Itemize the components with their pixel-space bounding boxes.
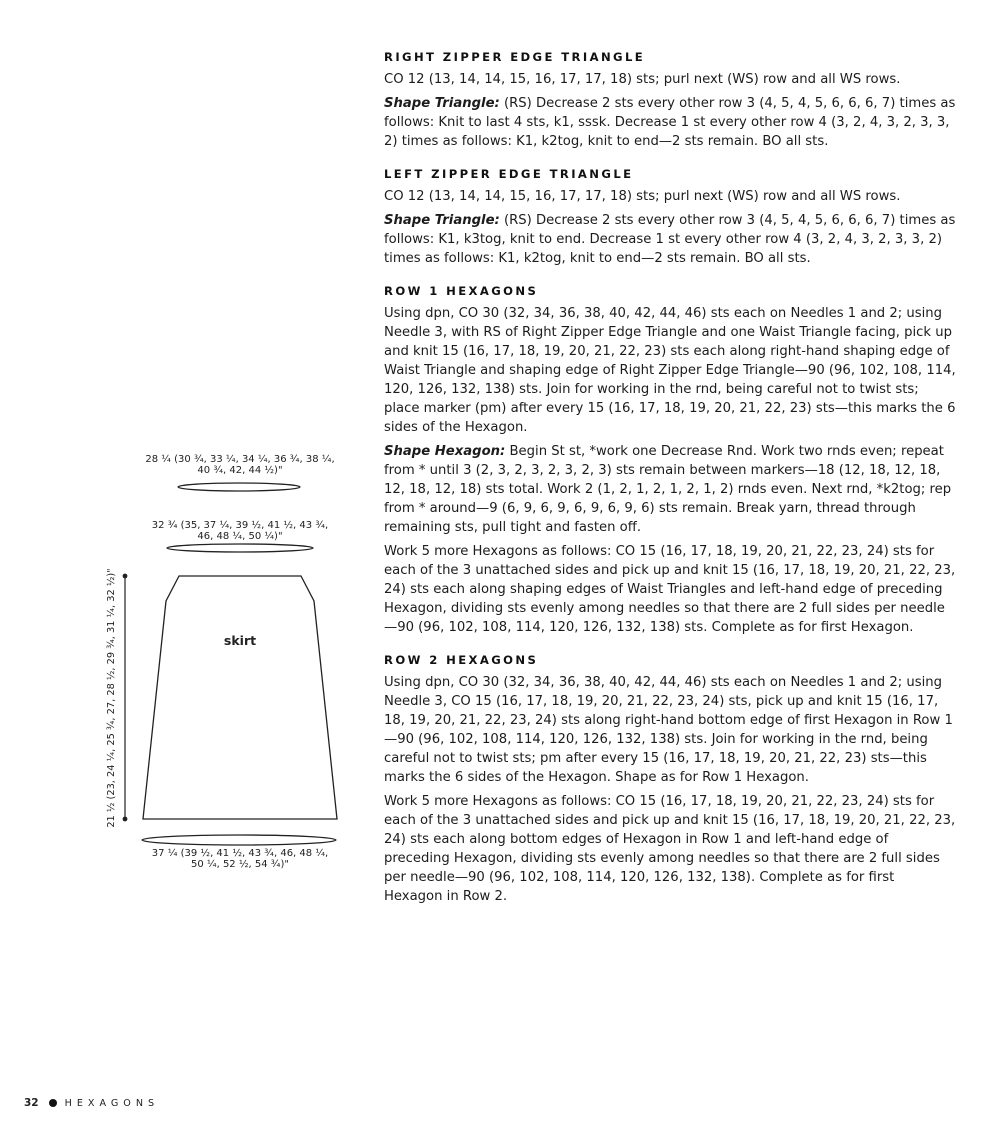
bottom-measurement-line: 50 ¼, 52 ½, 54 ¾)": [190, 859, 289, 870]
paragraph-text: Using dpn, CO 30 (32, 34, 36, 38, 40, 42, 44, 46) sts each on Needles 1 and 2; using Needle 3, CO 15 (16, 17, 18, 19, 20, 21, 22, 23, 24) sts, pick up and knit 15 (16, 17, 18, 19, 20, 21, 22, 23, 24) sts along right-hand bottom edge of first Hexagon in Row 1—90 (96, 102, 108, 114, 120, 126, 132, 138) sts. Join for working in the rnd, being careful not to twist sts; pm after every 15 (16, 17, 18, 19, 20, 21, 22, 23) sts—this marks the 6 sides of the Hexagon. Shape as for Row 1 Hexagon.: [384, 675, 953, 785]
skirt-outline: [143, 576, 337, 819]
page-number: 32: [24, 1097, 39, 1109]
hip-ellipse: [167, 544, 313, 552]
length-line-bottom-dot: [123, 817, 128, 822]
hem-ellipse: [142, 835, 336, 845]
bullet-dot-icon: [49, 1099, 57, 1107]
bottom-measurement-line: 37 ¼ (39 ½, 41 ½, 43 ¾, 46, 48 ¼,: [151, 848, 329, 859]
length-line-top-dot: [123, 574, 128, 579]
bottom-measurement: [120, 848, 360, 870]
middle-measurement-line: 32 ¾ (35, 37 ¼, 39 ½, 41 ½, 43 ¾,: [151, 520, 329, 531]
middle-measurement-line: 46, 48 ¼, 50 ¼)": [197, 531, 283, 542]
paragraph-text: Using dpn, CO 30 (32, 34, 36, 38, 40, 42, 44, 46) sts each on Needles 1 and 2; using Needle 3, with RS of Right Zipper Edge Triangle and one Waist Triangle facing, pick up and knit 15 (16, 17, 18, 19, 20, 21, 22, 23) sts each along right-hand shaping edge of Waist Triangle and shaping edge of Right Zipper Edge Triangle—90 (96, 102, 108, 114, 120, 126, 132, 138) sts. Join for working in the rnd, being careful not to twist sts; place marker (pm) after every 15 (16, 17, 18, 19, 20, 21, 22, 23) sts—this marks the 6 sides of the Hexagon.: [384, 306, 956, 435]
paragraph-lead: Shape Hexagon:: [384, 444, 506, 459]
paragraph-text: Begin St st, *work one Decrease Rnd. Work two rnds even; repeat from * until 3 (2, 3, 2, 3, 2, 3, 2, 3) sts remain between markers—18 (12, 18, 12, 18, 12, 18, 12, 18) sts total. Work 2 (1, 2, 1, 2, 1, 2, 1, 2) rnds even. Next rnd, *k2tog; rep from * around—9 (6, 9, 6, 9, 6, 9, 6, 9, 6) sts remain. Break yarn, thread through remaining sts, pull tight and fasten off.: [384, 444, 952, 535]
paragraph-lead: Shape Triangle:: [384, 96, 500, 111]
section-heading: LEFT ZIPPER EDGE TRIANGLE: [384, 167, 634, 181]
length-measurement: 21 ½ (23, 24 ¼, 25 ¾, 27, 28 ½, 29 ¾, 31 ¼, 32 ½)": [106, 568, 117, 828]
paragraph-text: CO 12 (13, 14, 14, 15, 16, 17, 17, 18) sts; purl next (WS) row and all WS rows.: [384, 189, 901, 204]
paragraph-lead: Shape Triangle:: [384, 213, 500, 228]
paragraph-text: Work 5 more Hexagons as follows: CO 15 (16, 17, 18, 19, 20, 21, 22, 23, 24) sts for each of the 3 unattached sides and pick up and knit 15 (16, 17, 18, 19, 20, 21, 22, 23, 24) sts each along shaping edges of Waist Triangles and left-hand edge of preceding Hexagon, dividing sts evenly among needles so that there are 2 full sides per needle—90 (96, 102, 108, 114, 120, 126, 132, 138) sts. Complete as for first Hexagon.: [384, 544, 956, 635]
waist-ellipse: [178, 483, 300, 491]
footer-section-name: HEXAGONS: [64, 1097, 160, 1109]
section-heading: ROW 2 HEXAGONS: [384, 653, 539, 667]
page-footer: [24, 1097, 159, 1109]
top-measurement: [120, 454, 360, 476]
paragraph-text: (RS) Decrease 2 sts every other row 3 (4, 5, 4, 5, 6, 6, 6, 7) times as follows: Knit to last 4 sts, k1, sssk. Decrease 1 st every other row 4 (3, 2, 4, 3, 2, 3, 3, 2) times as follows: K1, k2tog, knit to end—2 sts remain. BO all sts.: [384, 96, 956, 149]
middle-measurement: [120, 520, 360, 542]
paragraph-text: (RS) Decrease 2 sts every other row 3 (4, 5, 4, 5, 6, 6, 6, 7) times as follows: K1, k3tog, knit to end. Decrease 1 st every other row 4 (3, 2, 4, 3, 2, 3, 3, 2) times as follows: K1, k2tog, knit to end—2 sts remain. BO all sts.: [384, 213, 956, 266]
paragraph-text: CO 12 (13, 14, 14, 15, 16, 17, 17, 18) sts; purl next (WS) row and all WS rows.: [384, 72, 901, 87]
skirt-label: skirt: [223, 633, 257, 648]
top-measurement-line: 28 ¼ (30 ¾, 33 ¼, 34 ¼, 36 ¾, 38 ¼,: [145, 454, 335, 465]
paragraph-text: Work 5 more Hexagons as follows: CO 15 (16, 17, 18, 19, 20, 21, 22, 23, 24) sts for each of the 3 unattached sides and pick up and knit 15 (16, 17, 18, 19, 20, 21, 22, 23, 24) sts each along bottom edges of Hexagon in Row 1 and left-hand edge of preceding Hexagon, dividing sts evenly among needles so that there are 2 full sides per needle—90 (96, 102, 108, 114, 120, 126, 132, 138). Complete as for first Hexagon in Row 2.: [384, 794, 956, 904]
top-measurement-line: 40 ¾, 42, 44 ½)": [197, 465, 283, 476]
section-heading: RIGHT ZIPPER EDGE TRIANGLE: [384, 50, 646, 64]
section-heading: ROW 1 HEXAGONS: [384, 284, 539, 298]
